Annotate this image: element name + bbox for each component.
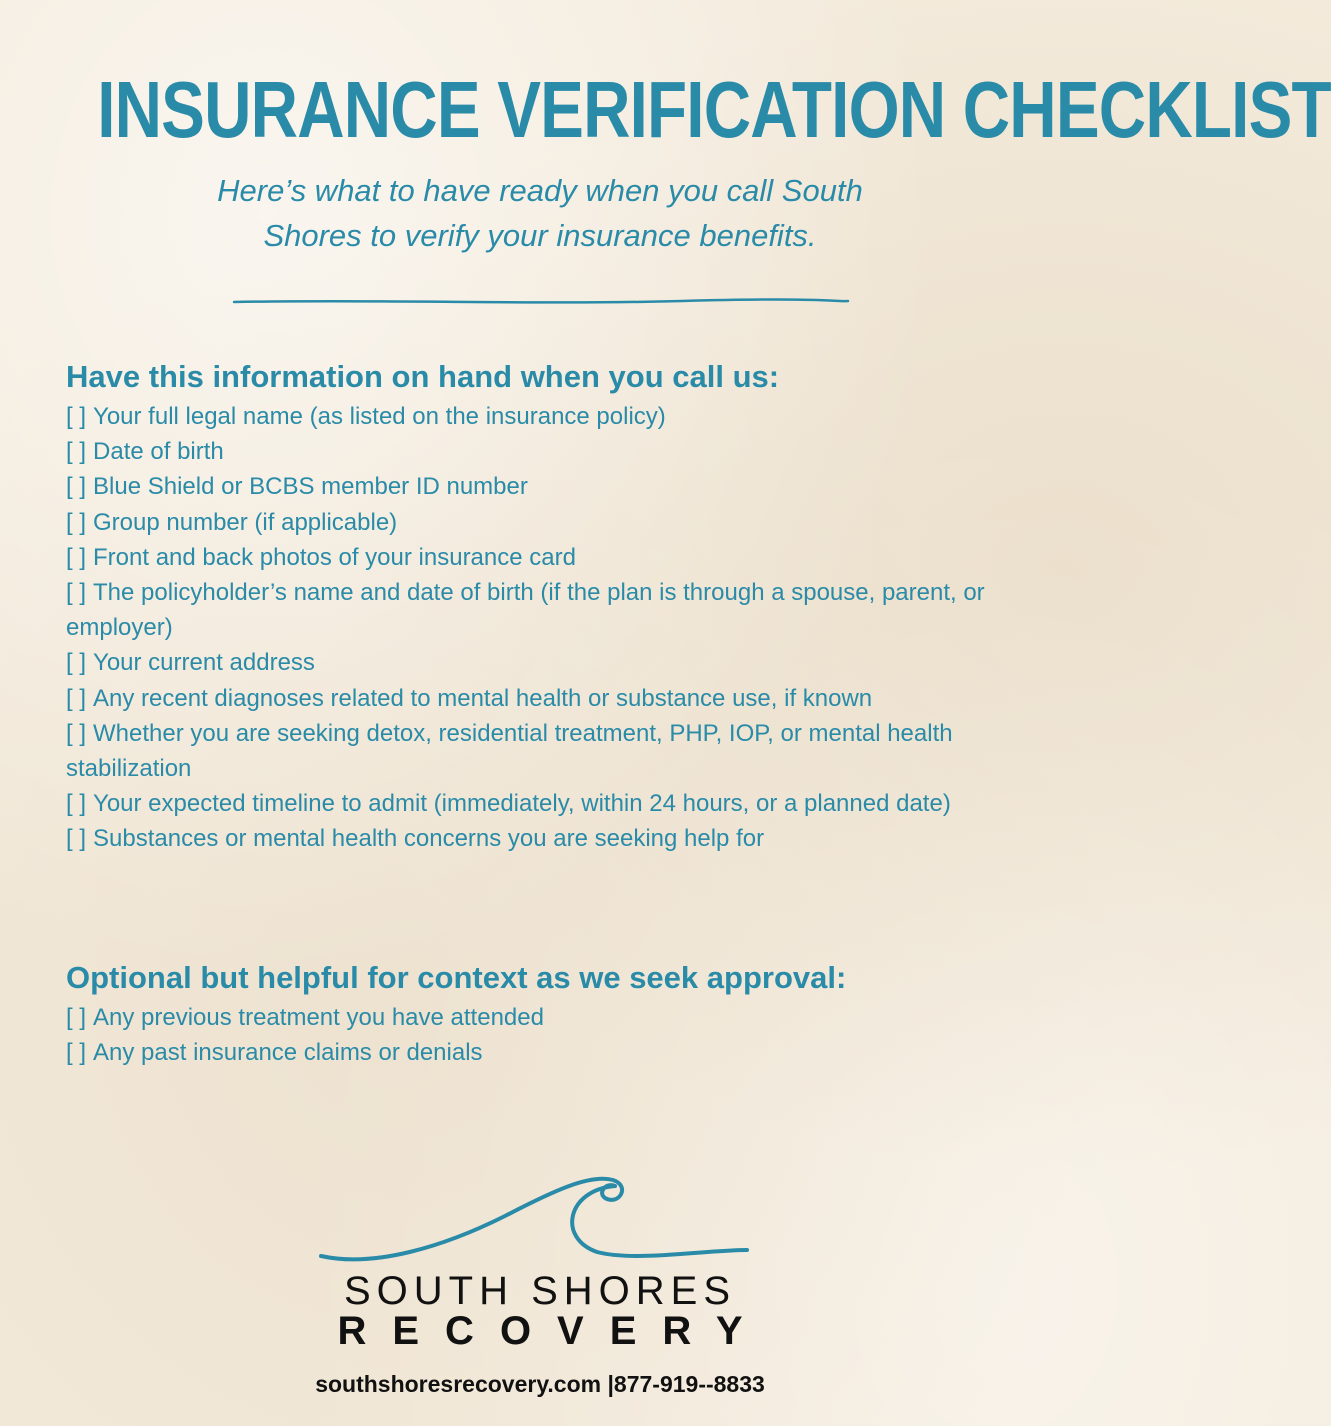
checklist-item <box>66 575 1016 645</box>
checklist-item <box>66 434 1016 469</box>
checklist-item-text: Your current address <box>93 649 315 677</box>
checklist-item <box>66 469 1016 504</box>
section-heading: Have this information on hand when you call us: <box>66 359 780 394</box>
optional-checklist <box>66 1000 1016 1070</box>
checkbox: [ ] <box>66 790 87 818</box>
footer-contact: southshoresrecovery.com |877-919--8833 <box>315 1371 765 1397</box>
checkbox: [ ] <box>66 684 87 712</box>
logo-text-south-shores: SOUTH SHORES <box>343 1269 737 1313</box>
checklist-item <box>66 716 1016 786</box>
logo-text-recovery: RECOVERY <box>337 1309 769 1353</box>
required-info-section <box>66 357 1016 857</box>
section-heading: Optional but helpful for context as we seek approval: <box>66 960 847 995</box>
checklist-item <box>66 1035 1016 1070</box>
checklist-item-text: Your expected timeline to admit (immediately, within 24 hours, or a planned date) <box>93 790 951 818</box>
checklist-item-text: Your full legal name (as listed on the insurance policy) <box>93 403 666 430</box>
page-subtitle: Here’s what to have ready when you call South Shores to verify your insurance benefits. <box>217 173 863 253</box>
checklist-item-text: Date of birth <box>93 438 224 466</box>
checklist-item-text: Front and back photos of your insurance card <box>93 543 576 571</box>
checklist-item-text: Whether you are seeking detox, residential treatment, PHP, IOP, or mental health stabilization <box>66 719 953 783</box>
checklist-item-text: The policyholder’s name and date of birth (if the plan is through a spouse, parent, or employer) <box>66 579 985 642</box>
checkbox: [ ] <box>66 543 87 571</box>
checklist-item <box>66 399 1016 434</box>
checkbox: [ ] <box>66 579 87 607</box>
wave-icon <box>315 1168 755 1268</box>
checkbox: [ ] <box>66 1039 87 1067</box>
optional-info-section <box>66 958 1016 1070</box>
checklist-item <box>66 786 1016 821</box>
checklist-item <box>66 681 1016 716</box>
checklist-item-text: Any past insurance claims or denials <box>93 1039 483 1067</box>
checklist-item <box>66 821 1016 856</box>
checkbox: [ ] <box>66 438 87 466</box>
checklist-item <box>66 1000 1016 1035</box>
checklist-item-text: Group number (if applicable) <box>93 508 398 536</box>
checkbox: [ ] <box>66 649 87 677</box>
checklist-item-text: Blue Shield or BCBS member ID number <box>93 473 528 501</box>
checklist-item <box>66 540 1016 575</box>
page-title: INSURANCE VERIFICATION CHECKLIST <box>97 65 1331 154</box>
checklist-item-text: Any previous treatment you have attended <box>93 1004 544 1031</box>
checkbox: [ ] <box>66 473 87 501</box>
checklist-item-text: Substances or mental health concerns you are seeking help for <box>93 825 765 853</box>
checkbox: [ ] <box>66 403 87 430</box>
checkbox: [ ] <box>66 825 87 853</box>
checklist-item <box>66 645 1016 680</box>
checklist-item-text: Any recent diagnoses related to mental health or substance use, if known <box>93 684 873 712</box>
checklist-item <box>66 505 1016 540</box>
required-checklist <box>66 399 1016 857</box>
divider-line <box>232 296 850 308</box>
checkbox: [ ] <box>66 719 87 747</box>
checkbox: [ ] <box>66 1004 87 1031</box>
checkbox: [ ] <box>66 508 87 536</box>
